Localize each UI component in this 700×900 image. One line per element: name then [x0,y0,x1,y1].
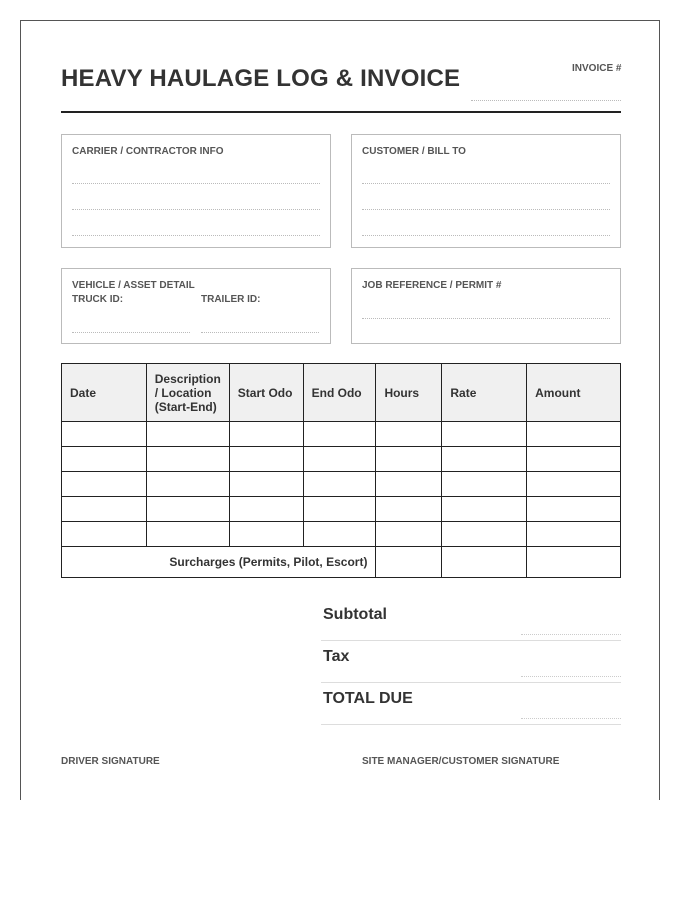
subtotal-field[interactable] [521,634,621,635]
customer-line-1[interactable] [362,183,610,184]
table-row [62,472,621,497]
manager-signature-label: SITE MANAGER/CUSTOMER SIGNATURE [362,756,560,767]
cell-start-odo[interactable] [229,422,303,447]
header-description [146,364,229,422]
surcharges-amount[interactable] [527,547,621,578]
customer-line-3[interactable] [362,235,610,236]
truck-id-label: TRUCK ID: [72,294,124,305]
tax-divider [321,682,621,683]
cell-start-odo[interactable] [229,522,303,547]
cell-start-odo[interactable] [229,447,303,472]
cell-start-odo[interactable] [229,497,303,522]
title-divider [61,111,621,113]
cell-amount[interactable] [527,422,621,447]
header-description-line3: (Start-End) [154,399,217,414]
subtotal-label: Subtotal [323,606,387,623]
cell-hours[interactable] [376,422,442,447]
table-row [62,522,621,547]
total-due-field[interactable] [521,718,621,719]
cell-amount[interactable] [527,497,621,522]
cell-rate[interactable] [442,472,527,497]
cell-end-odo[interactable] [303,472,376,497]
header-description-line2: / Location [154,385,212,400]
cell-description[interactable] [146,522,229,547]
tax-label: Tax [323,648,350,665]
customer-bill-to-box [351,134,621,248]
invoice-page [20,20,660,800]
header-start-odo: Start Odo [229,364,303,422]
surcharges-row [62,547,621,578]
trailer-id-label: TRAILER ID: [201,294,261,305]
customer-line-2[interactable] [362,209,610,210]
cell-description[interactable] [146,422,229,447]
table-header-row [62,364,621,422]
table-row [62,447,621,472]
surcharges-hours[interactable] [376,547,442,578]
cell-amount[interactable] [527,447,621,472]
cell-end-odo[interactable] [303,422,376,447]
tax-field[interactable] [521,676,621,677]
cell-date[interactable] [62,522,147,547]
carrier-info-label: CARRIER / CONTRACTOR INFO [72,146,224,157]
cell-end-odo[interactable] [303,522,376,547]
header-hours: Hours [376,364,442,422]
header-amount: Amount [527,364,621,422]
cell-date[interactable] [62,472,147,497]
vehicle-asset-label: VEHICLE / ASSET DETAIL [72,280,195,291]
subtotal-divider [321,640,621,641]
invoice-number-label: INVOICE # [572,63,622,74]
carrier-line-1[interactable] [72,183,320,184]
job-reference-field[interactable] [362,318,610,319]
haulage-log-table [61,363,621,578]
cell-end-odo[interactable] [303,447,376,472]
cell-description[interactable] [146,472,229,497]
table-row [62,422,621,447]
cell-hours[interactable] [376,497,442,522]
total-due-label: TOTAL DUE [323,690,413,707]
customer-bill-to-label: CUSTOMER / BILL TO [362,146,466,157]
truck-id-field[interactable] [72,332,190,333]
header-end-odo: End Odo [303,364,376,422]
cell-rate[interactable] [442,522,527,547]
cell-description[interactable] [146,497,229,522]
job-reference-label: JOB REFERENCE / PERMIT # [362,280,502,291]
carrier-info-box [61,134,331,248]
table-row [62,497,621,522]
header-rate: Rate [442,364,527,422]
driver-signature-label: DRIVER SIGNATURE [61,756,160,767]
cell-hours[interactable] [376,472,442,497]
cell-rate[interactable] [442,497,527,522]
header-description-line1: Description [154,371,221,386]
carrier-line-3[interactable] [72,235,320,236]
carrier-line-2[interactable] [72,209,320,210]
surcharges-rate[interactable] [442,547,527,578]
document-title: HEAVY HAULAGE LOG & INVOICE [61,65,461,92]
cell-amount[interactable] [527,472,621,497]
cell-date[interactable] [62,447,147,472]
surcharges-label: Surcharges (Permits, Pilot, Escort) [62,547,376,578]
total-due-divider [321,724,621,725]
trailer-id-field[interactable] [201,332,319,333]
header-date: Date [62,364,147,422]
invoice-number-field[interactable] [471,100,621,101]
vehicle-asset-box [61,268,331,344]
cell-end-odo[interactable] [303,497,376,522]
cell-hours[interactable] [376,522,442,547]
cell-date[interactable] [62,422,147,447]
cell-description[interactable] [146,447,229,472]
cell-date[interactable] [62,497,147,522]
cell-hours[interactable] [376,447,442,472]
cell-amount[interactable] [527,522,621,547]
job-reference-box [351,268,621,344]
cell-start-odo[interactable] [229,472,303,497]
cell-rate[interactable] [442,447,527,472]
cell-rate[interactable] [442,422,527,447]
